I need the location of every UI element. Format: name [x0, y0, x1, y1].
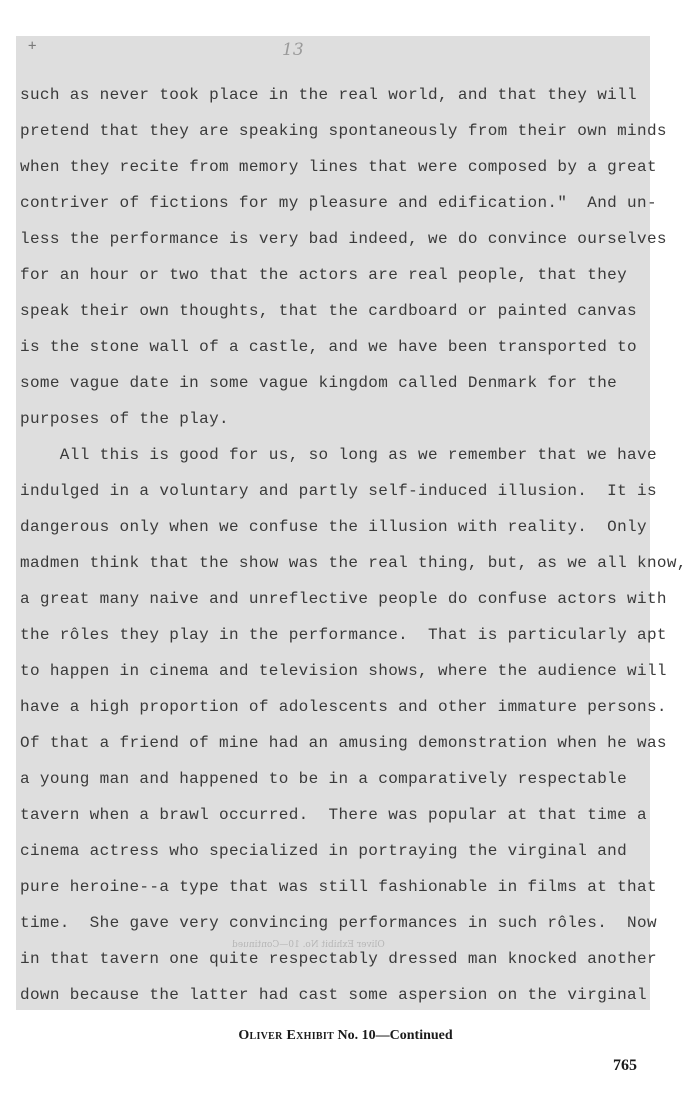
body-line: less the performance is very bad indeed, we do convince ourselves [20, 230, 667, 248]
body-line: tavern when a brawl occurred. There was popular at that time a [20, 806, 647, 824]
body-line: All this is good for us, so long as we remember that we have [20, 446, 657, 464]
body-line: for an hour or two that the actors are real people, that they [20, 266, 628, 284]
body-line: pretend that they are speaking spontaneously from their own minds [20, 122, 667, 140]
body-line: have a high proportion of adolescents and other immature persons. [20, 698, 667, 716]
page-number: 765 [613, 1057, 637, 1074]
corner-mark: + [28, 38, 37, 54]
body-line: some vague date in some vague kingdom called Denmark for the [20, 374, 618, 392]
body-line: such as never took place in the real world, and that they will [20, 86, 637, 104]
body-line: cinema actress who specialized in portraying the virginal and [20, 842, 628, 860]
body-line: dangerous only when we confuse the illusion with reality. Only [20, 518, 647, 536]
body-line: to happen in cinema and television shows, where the audience will [20, 662, 667, 680]
body-line: purposes of the play. [20, 410, 229, 428]
body-line: when they recite from memory lines that were composed by a great [20, 158, 657, 176]
exhibit-number: No. 10—Continued [337, 1028, 453, 1043]
body-line: pure heroine--a type that was still fashionable in films at that [20, 878, 657, 896]
body-line: madmen think that the show was the real thing, but, as we all know, [20, 554, 687, 572]
body-line: speak their own thoughts, that the cardboard or painted canvas [20, 302, 637, 320]
handwritten-page-number: 13 [282, 40, 304, 60]
body-line: indulged in a voluntary and partly self-induced illusion. It is [20, 482, 657, 500]
body-line: down because the latter had cast some aspersion on the virginal [20, 986, 647, 1004]
bleed-through-text: Oliver Exhibit No. 10—Continued [232, 940, 385, 950]
exhibit-name: Oliver Exhibit [238, 1028, 335, 1043]
body-line: Of that a friend of mine had an amusing demonstration when he was [20, 734, 667, 752]
body-line: a young man and happened to be in a comparatively respectable [20, 770, 628, 788]
body-line: in that tavern one quite respectably dressed man knocked another [20, 950, 657, 968]
exhibit-caption [0, 1028, 691, 1044]
body-line: the rôles they play in the performance. That is particularly apt [20, 626, 667, 644]
body-line: is the stone wall of a castle, and we have been transported to [20, 338, 637, 356]
body-line: a great many naive and unreflective people do confuse actors with [20, 590, 667, 608]
body-line: contriver of fictions for my pleasure and edification." And un- [20, 194, 657, 212]
body-line: time. She gave very convincing performances in such rôles. Now [20, 914, 657, 932]
